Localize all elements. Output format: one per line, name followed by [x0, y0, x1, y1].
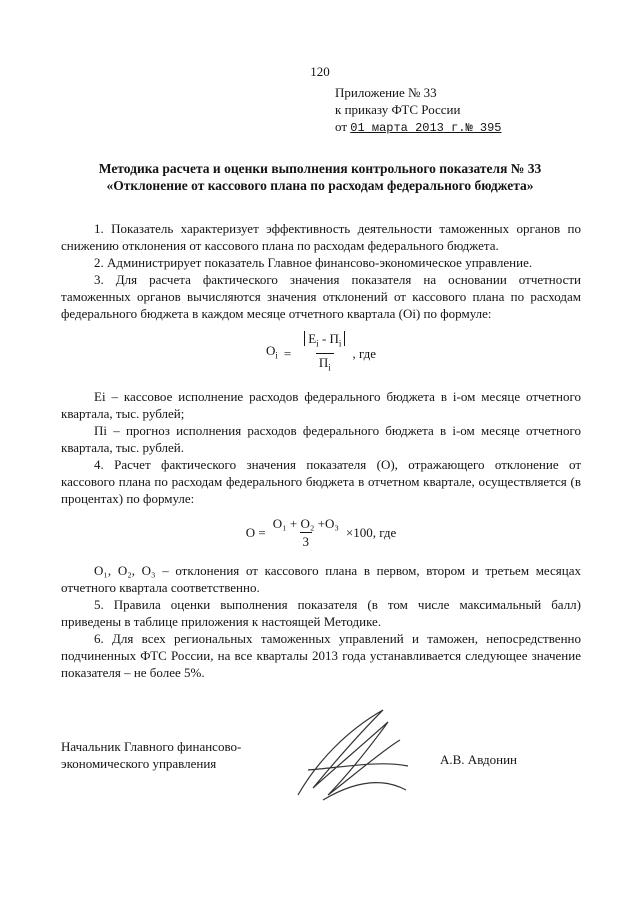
page-number: 120	[310, 64, 330, 79]
paragraph-4: 4. Расчет фактического значения показателя (О), отражающего отклонение от кассового плана по расходам федерального бюджета в отчетном квартале, осуществляется (в процентах) по формуле:	[61, 457, 581, 507]
signatory-position-line-1: Начальник Главного финансово-	[61, 739, 242, 754]
definition-p: Пі – прогноз исполнения расходов федерального бюджета в і-ом месяце отчетного квартала, тыс. рублей.	[61, 423, 581, 456]
paragraph-1: 1. Показатель характеризует эффективность деятельности таможенных органов по снижению отклонения от кассового плана по расходам федерального бюджета.	[61, 221, 581, 253]
document-body	[61, 220, 581, 681]
formula1-suffix: , где	[352, 345, 377, 361]
appendix-number: Приложение № 33	[335, 85, 437, 100]
title-line-1: Методика расчета и оценки выполнения контрольного показателя № 33	[98, 161, 542, 176]
signatory-position-line-2: экономического управления	[61, 756, 217, 771]
paragraph-6: 6. Для всех региональных таможенных управлений и таможен, непосредственно подчиненных ФТС России, на все кварталы 2013 года устанавливается следующее значение показателя – не более 5%.	[61, 631, 581, 681]
formula1-fraction: $\frac{Е_і - П_і}{П_і}$	[301, 330, 348, 376]
formula2-lhs: О =	[245, 525, 266, 541]
definition-o: О₁, О₂, О₃ – отклонения от кассового плана в первом, втором и третьем месяцах отчетного квартала соответственно.	[61, 563, 581, 596]
title-line-2: «Отклонение от кассового плана по расходам федерального бюджета»	[106, 178, 534, 193]
handwritten-signature	[288, 700, 418, 810]
appendix-header	[335, 84, 502, 137]
signatory-position	[61, 738, 241, 772]
formula-deviation-monthly: $О_і$ = $\frac{Е_і - П_і}{П_і}$ , где	[61, 330, 581, 376]
appendix-date-prefix: от	[335, 119, 348, 134]
paragraph-5: 5. Правила оценки выполнения показателя (в том числе максимальный балл) приведены в таблице приложения к настоящей Методике.	[61, 597, 581, 630]
appendix-date: 01 марта 2013 г.	[350, 121, 466, 135]
definition-e: Еі – кассовое исполнение расходов федерального бюджета в і-ом месяце отчетного квартала, тыс. рублей;	[61, 389, 581, 422]
appendix-order-date	[335, 118, 502, 137]
paragraph-3: 3. Для расчета фактического значения показателя на основании отчетности таможенных органов вычисляются значения отклонений от кассового плана по расходам федерального бюджета в каждом месяце отчетного квартала (Оі) по формуле:	[61, 272, 581, 321]
formula-deviation-quarterly	[61, 515, 581, 550]
appendix-order-number: № 395	[465, 121, 502, 135]
appendix-order-ref: к приказу ФТС России	[335, 102, 461, 117]
document-title	[60, 160, 580, 194]
paragraph-2: 2. Администрирует показатель Главное финансово-экономическое управление.	[94, 255, 533, 270]
formula2-fraction: $\frac{\text{О₁ + О₂ +О₃}}{3}$	[272, 516, 339, 550]
signatory-name: А.В. Авдонин	[440, 752, 517, 767]
formula1-lhs: $О_і$	[265, 342, 278, 361]
formula2-suffix: ×100, где	[345, 525, 397, 541]
